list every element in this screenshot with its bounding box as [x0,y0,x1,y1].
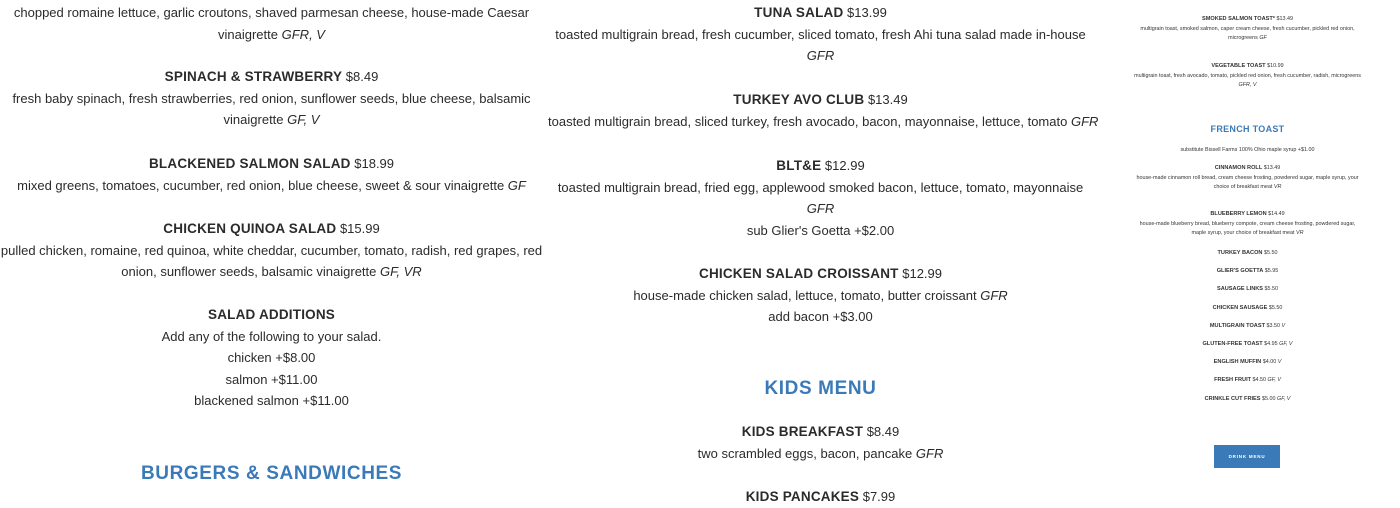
caesar-desc-line1: chopped romaine lettuce, garlic croutons, shaved parmesan cheese, house-made Caesar [13,5,530,20]
additions-line2: chicken +$8.00 [227,350,316,365]
french-toast-title: FRENCH TOAST [1210,124,1285,134]
side-item: GLIER'S GOETTA $5.95 [1216,268,1279,275]
tuna-tags: GFR [806,48,835,63]
tuna-desc-line1: toasted multigrain bread, fresh cucumber, sliced tomato, fresh Ahi tuna salad made in-house [555,26,1086,42]
caesar-salad-item [0,2,543,45]
side-item: CRINKLE CUT FRIES $5.00 GF, V [1204,395,1291,402]
kids-breakfast-price: $8.49 [866,424,900,439]
cinnamon-tags: VR [1273,184,1282,190]
additions-line3: salmon +$11.00 [225,371,318,387]
side-item: MULTIGRAIN TOAST $3.50 V [1209,322,1286,329]
turkey-name: TURKEY AVO CLUB [733,92,865,107]
croissant-extra: add bacon +$3.00 [768,309,873,324]
tuna-price: $13.99 [847,5,887,20]
side-item: FRESH FRUIT $4.50 GF, V [1214,377,1281,384]
spinach-salad-item [0,66,543,131]
kids-pancakes-price: $7.99 [862,489,896,504]
croissant-desc-line1: house-made chicken salad, lettuce, tomato, butter croissant [633,287,977,303]
kids-menu-title: KIDS MENU [764,378,877,399]
smoked-salmon-toast-item [1108,15,1387,44]
vegetable-name: VEGETABLE TOAST [1211,63,1266,69]
tuna-salad-item [548,2,1093,67]
additions-line4: blackened salmon +$11.00 [194,393,349,408]
blte-desc-line1: toasted multigrain bread, fried egg, applewood smoked bacon, lettuce, tomato, mayonnaise [557,179,1084,195]
blackened-desc-line1: mixed greens, tomatoes, cucumber, red onion, blue cheese, sweet & sour vinaigrette [17,177,505,193]
kids-breakfast-tags: GFR [915,445,944,461]
quinoa-desc-line2: onion, sunflower seeds, balsamic vinaigrette [121,264,377,279]
blte-price: $12.99 [824,158,865,173]
blte-extra: sub Glier's Goetta +$2.00 [746,222,895,238]
blackened-price: $18.99 [354,156,395,171]
blueberry-tags: VR [1296,230,1304,236]
vegetable-tags: GFR, V [1238,82,1257,88]
blackened-salmon-item [0,153,543,196]
smoked-salmon-desc1: multigrain toast, smoked salmon, caper cream cheese, fresh cucumber, pickled red onion, [1140,25,1355,32]
spinach-desc-line1: fresh baby spinach, fresh strawberries, red onion, sunflower seeds, blue cheese, balsamic [12,90,531,106]
blueberry-lemon-item [1108,210,1387,239]
vegetable-toast-item [1108,62,1387,91]
cinnamon-desc2: choice of breakfast meat [1213,184,1273,190]
turkey-desc-line1: toasted multigrain bread, sliced turkey, fresh avocado, bacon, mayonnaise, lettuce, tomato [548,113,1068,129]
turkey-price: $13.49 [867,92,908,107]
additions-name: SALAD ADDITIONS [208,307,335,322]
quinoa-price: $15.99 [339,221,380,236]
blackened-tags: GF [507,177,526,193]
quinoa-tags: GF, VR [380,264,422,279]
croissant-price: $12.99 [902,266,942,281]
french-toast-substitute: substitute Bissell Farms 100% Ohio maple syrup +$1.00 [1180,147,1315,153]
spinach-name: SPINACH & STRAWBERRY [164,69,343,84]
caesar-desc-line2: vinaigrette [218,26,278,42]
kids-pancakes-item [548,486,1093,508]
smoked-salmon-price: $13.49 [1276,16,1293,22]
smoked-salmon-name: SMOKED SALMON TOAST* [1202,16,1275,22]
side-item: SAUSAGE LINKS $5.50 [1217,286,1278,293]
kids-breakfast-name: KIDS BREAKFAST [741,424,864,439]
cinnamon-desc1: house-made cinnamon roll bread, cream cheese frosting, powdered sugar, maple syrup, your [1136,174,1359,181]
blackened-name: BLACKENED SALMON SALAD [148,156,351,171]
smoked-salmon-tags: GF [1259,35,1267,41]
vegetable-desc1: multigrain toast, fresh avocado, tomato, pickled red onion, fresh cucumber, radish, microgreens [1134,72,1361,79]
side-item: GLUTEN-FREE TOAST $4.95 GF, V [1202,340,1293,347]
salad-additions-item [0,304,543,412]
smoked-salmon-desc2: microgreens [1228,35,1258,41]
sides-list [1108,249,1387,413]
spinach-tags: GF, V [287,112,320,127]
kids-breakfast-item [548,421,1093,464]
side-item: TURKEY BACON $5.50 [1217,250,1278,256]
side-item: ENGLISH MUFFIN $4.00 V [1213,359,1282,366]
spinach-price: $8.49 [345,69,379,84]
vegetable-price: $10.99 [1267,63,1284,69]
cinnamon-price: $13.49 [1263,165,1281,171]
blueberry-desc2: maple syrup, your choice of breakfast meat [1191,230,1295,236]
croissant-tags: GFR [980,287,1008,303]
blte-tags: GFR [806,201,835,216]
additions-line1: Add any of the following to your salad. [161,328,382,344]
burgers-section-title: BURGERS & SANDWICHES [140,463,403,484]
cinnamon-name: CINNAMON ROLL [1214,165,1263,171]
turkey-avo-club-item [548,89,1099,132]
blueberry-name: BLUEBERRY LEMON [1210,211,1267,217]
quinoa-desc-line1: pulled chicken, romaine, red quinoa, white cheddar, cucumber, tomato, radish, red grapes, red [0,242,543,258]
blte-name: BLT&E [776,158,822,173]
kids-pancakes-name: KIDS PANCAKES [745,489,860,504]
spinach-desc-line2: vinaigrette [223,112,284,127]
blte-item [548,155,1093,241]
blueberry-price: $14.49 [1268,211,1285,217]
quinoa-name: CHICKEN QUINOA SALAD [163,221,337,236]
cinnamon-roll-item [1108,164,1387,193]
kids-breakfast-desc: two scrambled eggs, bacon, pancake [697,445,913,461]
blueberry-desc1: house-made blueberry bread, blueberry compote, cream cheese frosting, powdered sugar, [1139,220,1356,227]
chicken-quinoa-item [0,218,543,283]
turkey-tags: GFR [1070,113,1099,129]
caesar-tags: GFR, V [281,26,325,42]
croissant-name: CHICKEN SALAD CROISSANT [699,266,899,281]
tuna-name: TUNA SALAD [754,5,844,20]
chicken-croissant-item [548,263,1093,328]
drink-menu-button[interactable]: DRINK MENU [1214,445,1280,468]
side-item: CHICKEN SAUSAGE $5.50 [1212,304,1283,311]
